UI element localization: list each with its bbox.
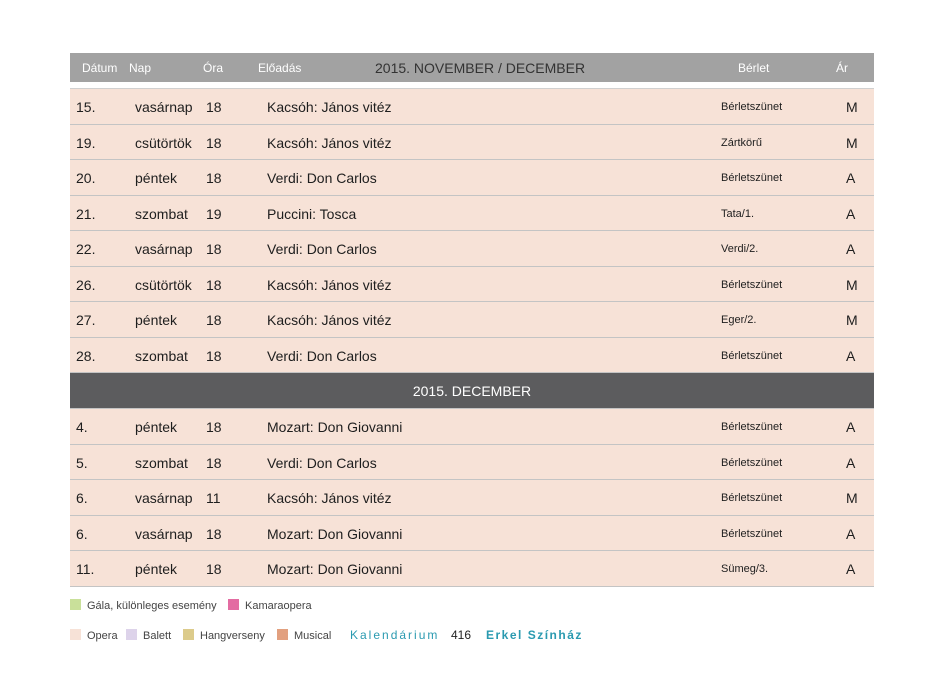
- row-date: 5.: [76, 454, 88, 471]
- row-day: szombat: [135, 205, 188, 222]
- row-show: Kacsóh: János vitéz: [267, 490, 392, 506]
- row-price: M: [846, 99, 858, 115]
- legend-swatch-hangverseny: [183, 629, 194, 640]
- row-hour: 18: [206, 276, 222, 293]
- row-hour: 11: [206, 490, 221, 506]
- legend-label-hangverseny: Hangverseny: [200, 630, 265, 642]
- legend-swatch-gala: [70, 599, 81, 610]
- header-day: Nap: [129, 61, 152, 75]
- row-show: Mozart: Don Giovanni: [267, 419, 403, 435]
- table-row: [70, 409, 874, 445]
- row-berlet: Bérletszünet: [721, 172, 783, 184]
- legend-item-gala: [70, 599, 217, 612]
- legend-item-hangverseny: [183, 629, 265, 642]
- row-show: Mozart: Don Giovanni: [267, 525, 403, 542]
- row-date: 20.: [76, 170, 96, 186]
- row-date: 22.: [76, 241, 96, 257]
- row-hour: 18: [206, 561, 222, 577]
- legend-item-opera: [70, 629, 118, 642]
- footer-calendar: Kalendárium: [350, 628, 440, 642]
- row-day: péntek: [135, 170, 178, 186]
- december-rows: [70, 409, 874, 587]
- legend-swatch-balett: [126, 629, 137, 640]
- row-date: 6.: [76, 490, 88, 506]
- row-show: Kacsóh: János vitéz: [267, 312, 392, 328]
- row-berlet: Sümeg/3.: [721, 563, 769, 575]
- row-date: 11.: [76, 561, 95, 577]
- table-row: [70, 516, 874, 552]
- row-hour: 18: [206, 419, 222, 435]
- row-date: 19.: [76, 134, 96, 151]
- legend-item-musical: [277, 629, 331, 642]
- row-berlet: Eger/2.: [721, 314, 757, 326]
- row-price: A: [846, 561, 856, 577]
- row-berlet: Tata/1.: [721, 207, 755, 220]
- legend-swatch-kamaraopera: [228, 599, 239, 610]
- row-hour: 18: [206, 347, 222, 364]
- row-show: Verdi: Don Carlos: [267, 241, 377, 257]
- row-berlet: Bérletszünet: [721, 349, 783, 362]
- header-show: Előadás: [258, 61, 302, 75]
- row-hour: 18: [206, 170, 222, 186]
- row-price: M: [846, 312, 858, 328]
- table-row: [70, 231, 874, 267]
- section-header-december: [70, 373, 874, 409]
- row-show: Verdi: Don Carlos: [267, 347, 377, 364]
- row-hour: 18: [206, 454, 222, 471]
- row-show: Verdi: Don Carlos: [267, 454, 377, 471]
- legend-label-balett: Balett: [143, 630, 172, 642]
- header-price: Ár: [836, 61, 848, 75]
- row-price: M: [846, 490, 858, 506]
- row-price: A: [846, 419, 856, 435]
- header-date: Dátum: [82, 61, 118, 75]
- row-price: A: [846, 347, 856, 364]
- table-row: [70, 338, 874, 374]
- header-berlet: Bérlet: [738, 61, 770, 75]
- row-show: Puccini: Tosca: [267, 205, 357, 222]
- row-berlet: Bérletszünet: [721, 421, 783, 433]
- row-day: szombat: [135, 347, 188, 364]
- row-date: 4.: [76, 419, 88, 435]
- table-row: [70, 267, 874, 303]
- table-row: [70, 551, 874, 587]
- table-row: [70, 89, 874, 125]
- row-berlet: Bérletszünet: [721, 101, 783, 113]
- november-rows: [70, 89, 874, 373]
- section-title: 2015. DECEMBER: [412, 383, 532, 399]
- row-hour: 18: [206, 134, 222, 151]
- footer-theatre: Erkel Színház: [486, 628, 583, 642]
- row-day: vasárnap: [135, 99, 193, 115]
- legend-swatch-opera: [70, 629, 81, 640]
- legend-label-musical: Musical: [294, 630, 332, 642]
- row-day: vasárnap: [135, 241, 193, 257]
- row-day: vasárnap: [135, 525, 193, 542]
- table-row: [70, 302, 874, 338]
- table-row: [70, 160, 874, 196]
- row-day: csütörtök: [135, 276, 192, 293]
- row-date: 6.: [76, 525, 88, 542]
- table-row: [70, 445, 874, 481]
- row-price: A: [846, 525, 856, 542]
- row-show: Kacsóh: János vitéz: [267, 134, 392, 151]
- program-table: [70, 53, 874, 587]
- header-period: 2015. NOVEMBER / DECEMBER: [375, 60, 586, 76]
- table-row: [70, 125, 874, 161]
- table-row: [70, 196, 874, 232]
- row-berlet: Zártkörű: [721, 136, 762, 149]
- row-berlet: Bérletszünet: [721, 527, 783, 540]
- row-hour: 19: [206, 205, 222, 222]
- row-berlet: Bérletszünet: [721, 278, 783, 291]
- row-hour: 18: [206, 525, 222, 542]
- row-price: A: [846, 205, 856, 222]
- row-price: M: [846, 134, 858, 151]
- header-hour: Óra: [203, 61, 224, 75]
- row-day: péntek: [135, 561, 178, 577]
- row-berlet: Bérletszünet: [721, 492, 783, 504]
- row-date: 27.: [76, 312, 96, 328]
- row-hour: 18: [206, 241, 222, 257]
- table-row: [70, 480, 874, 516]
- legend-label-gala: Gála, különleges esemény: [87, 600, 217, 612]
- header-divider: [70, 82, 874, 89]
- row-date: 21.: [76, 205, 96, 222]
- table-header: [70, 53, 874, 82]
- row-date: 15.: [76, 99, 96, 115]
- row-day: szombat: [135, 454, 188, 471]
- row-berlet: Verdi/2.: [721, 243, 759, 255]
- row-day: csütörtök: [135, 134, 192, 151]
- row-price: M: [846, 276, 858, 293]
- legend-label-kamaraopera: Kamaraopera: [245, 600, 312, 612]
- row-date: 28.: [76, 347, 96, 364]
- row-date: 26.: [76, 276, 96, 293]
- row-show: Kacsóh: János vitéz: [267, 276, 392, 293]
- row-price: A: [846, 454, 856, 471]
- legend-swatch-musical: [277, 629, 288, 640]
- row-show: Mozart: Don Giovanni: [267, 561, 403, 577]
- page-number: 416: [451, 628, 472, 642]
- legend-item-kamaraopera: [228, 599, 312, 612]
- row-show: Verdi: Don Carlos: [267, 170, 377, 186]
- row-hour: 18: [206, 312, 222, 328]
- row-day: péntek: [135, 419, 178, 435]
- row-day: vasárnap: [135, 490, 193, 506]
- row-hour: 18: [206, 99, 222, 115]
- legend-label-opera: Opera: [87, 630, 118, 642]
- row-price: A: [846, 170, 856, 186]
- row-price: A: [846, 241, 856, 257]
- row-show: Kacsóh: János vitéz: [267, 99, 392, 115]
- row-day: péntek: [135, 312, 178, 328]
- legend-item-balett: [126, 629, 171, 642]
- row-berlet: Bérletszünet: [721, 456, 783, 469]
